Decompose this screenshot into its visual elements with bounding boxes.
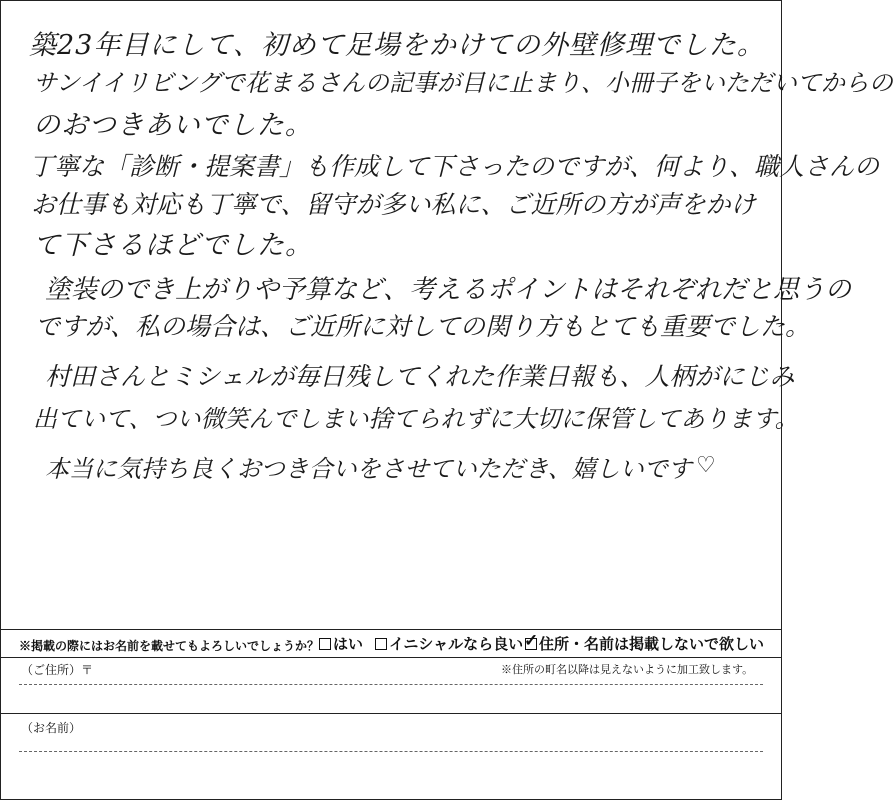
- name-label: （お名前）: [21, 721, 82, 735]
- consent-row: [19, 633, 769, 655]
- letter-line: のおつきあいでした。: [33, 110, 313, 141]
- letter-line: 出ていて、つい微笑んでしまい捨てられずに大切に保管してあります。: [33, 405, 799, 433]
- letter-line: ですが、私の場合は、ご近所に対しての関り方もとても重要でした。: [35, 312, 811, 341]
- letter-line: 村田さんとミシェルが毎日残してくれた作業日報も、人柄がにじみ: [45, 362, 795, 391]
- option-label: はい: [333, 636, 364, 653]
- checked-checkbox-icon[interactable]: [525, 638, 537, 650]
- letter-line: 本当に気持ち良くおつき合いをさせていただき、嬉しいです: [45, 455, 692, 483]
- option-label: 住所・名前は掲載しないで欲しい: [539, 636, 765, 653]
- checkbox-icon[interactable]: [319, 638, 331, 650]
- option-no-publish[interactable]: [525, 633, 764, 654]
- address-label: （ご住所）〒: [21, 663, 94, 677]
- letter-line: 塗装のでき上がりや予算など、考えるポイントはそれぞれだと思うの: [45, 275, 852, 305]
- address-bottom-border: [1, 713, 781, 714]
- letter-line: 丁寧な「診断・提案書」も作成して下さったのですが、何より、職人さんの: [29, 152, 880, 181]
- option-initials-only[interactable]: [375, 633, 523, 654]
- heart-icon: ♡: [696, 453, 716, 478]
- consent-bottom-border: [1, 657, 781, 658]
- letter-line: 築23年目にして、初めて足場をかけての外壁修理でした。: [29, 30, 765, 61]
- checkbox-icon[interactable]: [375, 638, 387, 650]
- letter-line: サンイイリビングで花まるさんの記事が目に止まり、小冊子をいただいてからの: [33, 69, 893, 97]
- letter-line: て下さるほどでした。: [33, 230, 313, 261]
- option-label: イニシャルなら良い: [389, 636, 524, 653]
- address-note: ※住所の町名以降は見えないように加工致します。: [501, 664, 754, 676]
- consent-question: ※掲載の際にはお名前を載せてもよろしいでしょうか？: [19, 639, 320, 653]
- letter-line: お仕事も対応も丁寧で、留守が多い私に、ご近所の方が声をかけ: [31, 190, 756, 219]
- option-yes[interactable]: [319, 633, 363, 654]
- form-top-border: [1, 629, 781, 630]
- name-line[interactable]: [19, 751, 763, 752]
- address-line[interactable]: [19, 684, 763, 685]
